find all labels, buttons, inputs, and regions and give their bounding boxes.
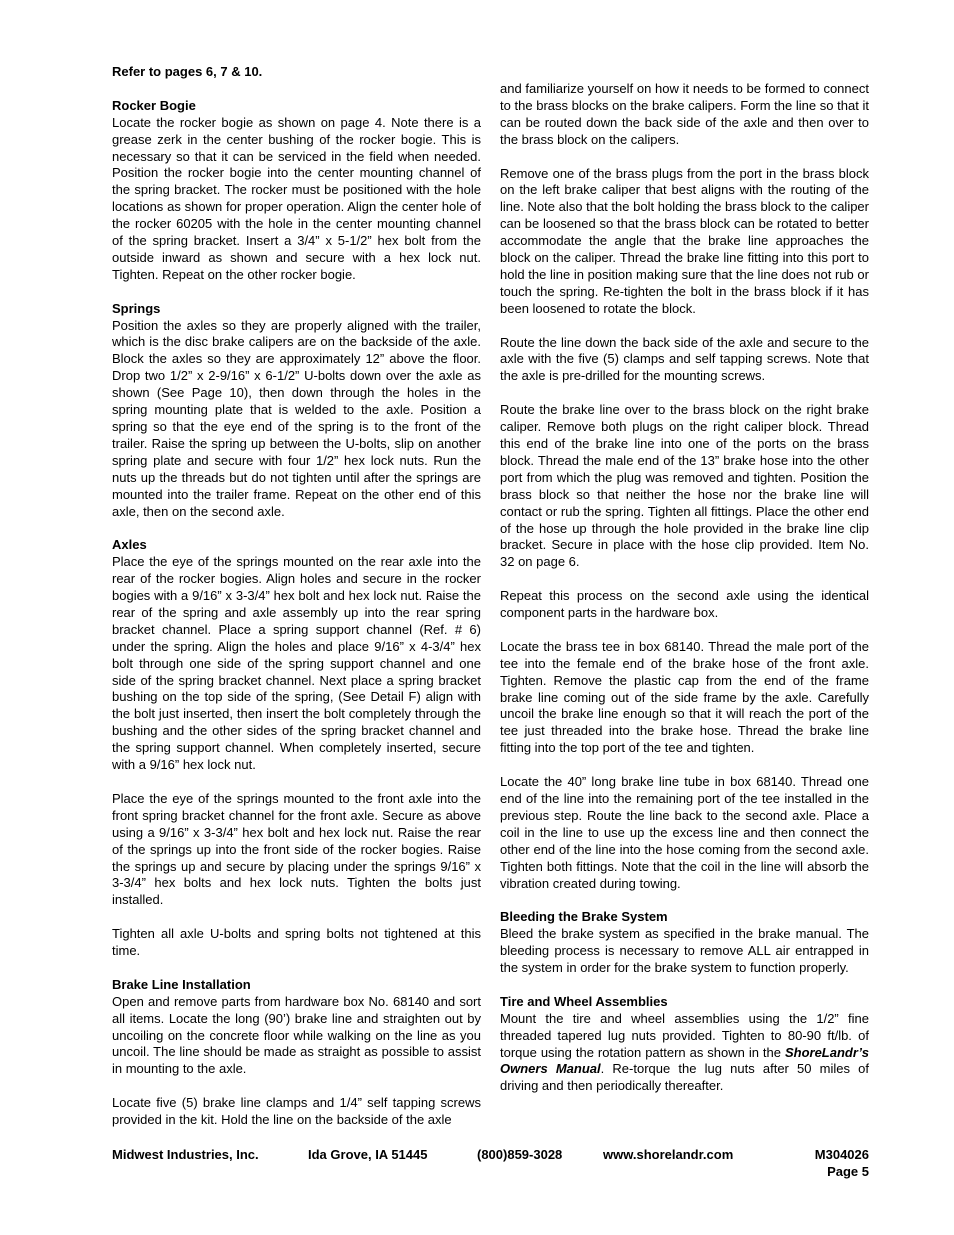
brake-line-paragraph-8: Locate the 40” long brake line tube in box 68140. Thread one end of the line into the remaining port of the tee installed in the previous step. Route the line back to the second axle. Place a coil in the line to use up the excess line and then connect the other end of the line into the hose coming from the second axle. Tighten both fittings. Note that the coil in the line will absorb the vibration created during towing. <box>500 774 869 891</box>
brake-line-paragraph-4: Route the line down the back side of the axle and secure to the axle with the five (5) clamps and self tapping screws. Note that the axle is pre-drilled for the mounting screws. <box>500 334 869 384</box>
tire-wheel-paragraph <box>500 1011 869 1096</box>
right-column <box>500 81 869 1095</box>
tire-wheel-text-a: Mount the tire and wheel assemblies using the 1/2” fine threaded tapered lug nuts provided. Tighten to 80-90 ft/lb. of torque using the rotation pattern as shown in the <box>500 1010 869 1060</box>
rocker-bogie-heading: Rocker Bogie <box>112 97 196 113</box>
brake-line-paragraph-5: Route the brake line over to the brass block on the right brake caliper. Remove both plugs on the right caliper block. Thread this end of the brake line into one of the ports on the brass block. Thread the male end of the 13” brake hose into the other port from which the plug was removed and tighten. Position the brass block so that neither the hose nor the brake line will contact or rub the spring. Tighten all fittings. Place the other end of the hose up through the hole provided in the brake line clip bracket. Secure in place with the hose clip provided. Item No. 32 on page 6. <box>500 402 869 570</box>
owners-manual-reference: ShoreLandr’s Owners Manual <box>500 1044 869 1077</box>
rocker-bogie-paragraph: Locate the rocker bogie as shown on page 4. Note there is a grease zerk in the center bushing of the rocker bogie. This is necessary so that it can be serviced in the field when needed. Position the rocker bogie into the center mounting channel of the spring bracket. The rocker must be positioned with the hole locations as shown for proper operation. Align the center hole of the rocker 60205 with the hole in the center mounting channel of the spring bracket. Insert a 3/4” x 5-1/2” hex bolt from the outside inward as shown and secure with a hex lock nut. Tighten. Repeat on the other rocker bogie. <box>112 114 481 282</box>
springs-heading: Springs <box>112 300 161 316</box>
left-column <box>112 64 481 1129</box>
brake-line-paragraph-2-start: Locate five (5) brake line clamps and 1/4” self tapping screws provided in the kit. Hold the line on the backside of the axle <box>112 1095 481 1128</box>
footer-website: www.shorelandr.com <box>603 1147 734 1162</box>
axles-heading: Axles <box>112 537 147 553</box>
brake-line-paragraph-2-continued: and familiarize yourself on how it needs to be formed to connect to the brass blocks on the brake calipers. Form the line so that it can be routed down the back side of the axle and then over to the brass block on the calipers. <box>500 81 869 147</box>
brake-line-paragraph-3: Remove one of the brass plugs from the port in the brass block on the left brake caliper that best aligns with the routing of the line. Note also that the bolt holding the brass block to the caliper can be loosened so that the brass block can be rotated to better accommodate the angle that the brake line approaches the block on the caliper. Thread the brake line fitting into this port to hold the line in position making sure that the line does not rub or touch the spring. Re-tighten the bolt in the brass block if it has been loosened to rotate the block. <box>500 165 869 316</box>
footer-company: Midwest Industries, Inc. <box>112 1147 259 1162</box>
intro-reference: Refer to pages 6, 7 & 10. <box>112 64 263 79</box>
brake-line-paragraph-6: Repeat this process on the second axle using the identical component parts in the hardware box. <box>500 588 869 621</box>
axles-paragraph-2: Place the eye of the springs mounted to the front axle into the front spring bracket channel for the front axle. Secure as above using a 9/16” x 3-3/4” hex bolt and hex lock nut. Raise the rear of the springs up into the front side of the rocker bogies. Raise the springs up and secure by placing under the springs 9/16” x 3-3/4” hex bolts and hex lock nuts. Tighten the bolts just installed. <box>112 790 481 908</box>
axles-paragraph-1: Place the eye of the springs mounted on the rear axle into the rear of the rocker bogies. Align holes and secure in the rocker bogies with a 9/16” x 3-3/4” hex bolt and hex lock nut. Raise the rear of the spring and axle assembly up into the rear spring bracket channel. Place a spring support channel (Ref. # 6) under the spring. Align the holes and place 9/16” x 4-3/4” hex bolt through one side of the spring support channel and one side of the spring bracket channel. Next place a spring bracket bushing on the top side of the spring, (See Detail F) align with the bolt just inserted, then insert the bolt completely through the bushing and the other sides of the spring bracket channel and the spring support channel. When completely inserted, secure with a 9/16” hex lock nut. <box>112 554 481 773</box>
axles-paragraph-3: Tighten all axle U-bolts and spring bolts not tightened at this time. <box>112 926 481 959</box>
footer-city: Ida Grove, IA 51445 <box>308 1147 428 1162</box>
springs-paragraph: Position the axles so they are properly aligned with the trailer, which is the disc brake calipers are on the backside of the axle. Block the axles so they are approximately 12” above the floor. Drop two 1/2” x 2-9/16” x 6-1/2” U-bolts down over the axle as shown (See Page 10), then down through the holes in the spring mounting plate that is welded to the axle. Position a spring so that the eye end of the spring is to the front of the trailer. Raise the spring up between the U-bolts, slip on another spring plate and secure with four 1/2” hex lock nuts. Run the nuts up the threads but do not tighten until after the springs are mounted into the trailer frame. Repeat on the other end of this axle, then on the second axle. <box>112 317 481 519</box>
footer-phone: (800)859-3028 <box>477 1147 563 1162</box>
bleeding-heading: Bleeding the Brake System <box>500 909 668 925</box>
brake-line-paragraph-1: Open and remove parts from hardware box No. 68140 and sort all items. Locate the long (90’) brake line and straighten out by uncoiling on the concrete floor while walking on the line as you uncoil. The line should be made as straight as possible to assist in mounting to the axle. <box>112 993 481 1077</box>
tire-wheel-text-b: . Re-torque the lug nuts after 50 miles of driving and then periodically thereafter. <box>500 1061 869 1094</box>
tire-wheel-heading: Tire and Wheel Assemblies <box>500 993 668 1009</box>
brake-line-heading: Brake Line Installation <box>112 976 251 992</box>
bleeding-paragraph: Bleed the brake system as specified in the brake manual. The bleeding process is necessary to remove ALL air entrapped in the system in order for the brake system to function properly. <box>500 926 869 976</box>
brake-line-paragraph-7: Locate the brass tee in box 68140. Thread the male port of the tee into the female end of the brake hose of the front axle. Tighten. Remove the plastic cap from the end of the frame brake line coming out of the side frame by the axle. Carefully uncoil the brake line enough so that it will reach the port of the tee just threaded into the brake hose. Thread the brake line fitting into the top port of the tee and tighten. <box>500 638 869 756</box>
footer-doc-number: M304026 <box>814 1147 869 1162</box>
footer-page-number: Page 5 <box>827 1164 869 1179</box>
